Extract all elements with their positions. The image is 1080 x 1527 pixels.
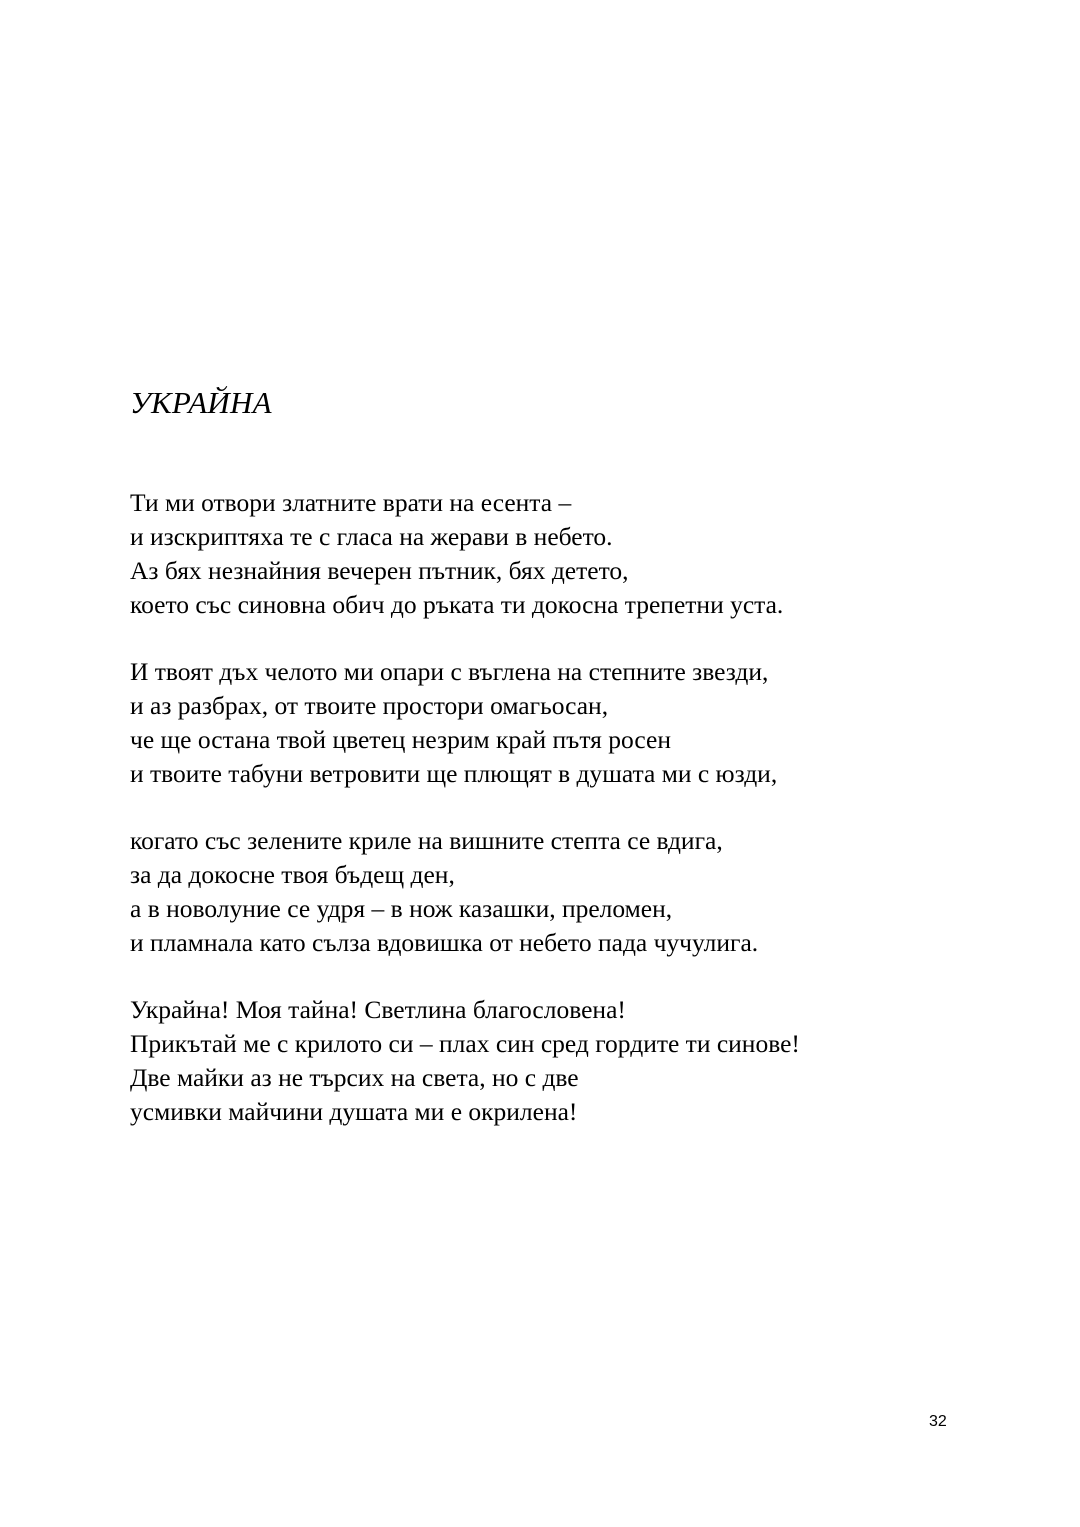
page-number: 32 xyxy=(929,1413,947,1430)
poem-line: Прикътай ме с крилото си – плах син сред гордите ти синове! xyxy=(130,1029,800,1058)
stanza-3 xyxy=(130,824,1010,960)
stanza-1 xyxy=(130,486,1010,622)
poem-line: и пламнала като сълза вдовишка от небето пада чучулига. xyxy=(130,928,759,957)
poem-line: когато със зелените криле на вишните степта се вдига, xyxy=(130,826,723,855)
poem-line: усмивки майчини душата ми е окрилена! xyxy=(130,1097,578,1126)
poem-line: Аз бях незнайния вечерен пътник, бях детето, xyxy=(130,556,629,585)
poem-line: и твоите табуни ветровити ще плющят в душата ми с юзди, xyxy=(130,759,778,788)
poem-line: Украйна! Моя тайна! Светлина благословена! xyxy=(130,995,626,1024)
poem-line: а в новолуние се удря – в нож казашки, преломен, xyxy=(130,894,673,923)
poem-line: което със синовна обич до ръката ти докосна трепетни уста. xyxy=(130,590,784,619)
poem-line: Ти ми отвори златните врати на есента – xyxy=(130,488,572,517)
poem-line: за да докосне твоя бъдещ ден, xyxy=(130,860,455,889)
poem-line: И твоят дъх челото ми опари с въглена на степните звезди, xyxy=(130,657,769,686)
stanza-4 xyxy=(130,993,1010,1129)
poem-title: УКРАЙНА xyxy=(130,385,272,420)
poem-line: Две майки аз не търсих на света, но с две xyxy=(130,1063,579,1092)
poem-line: и аз разбрах, от твоите простори омагьосан, xyxy=(130,691,609,720)
poem-body xyxy=(130,486,1010,1162)
stanza-2 xyxy=(130,655,1010,791)
poem-line: че ще остана твой цветец незрим край пътя росен xyxy=(130,725,671,754)
poem-line: и изскриптяха те с гласа на жерави в небето. xyxy=(130,522,613,551)
